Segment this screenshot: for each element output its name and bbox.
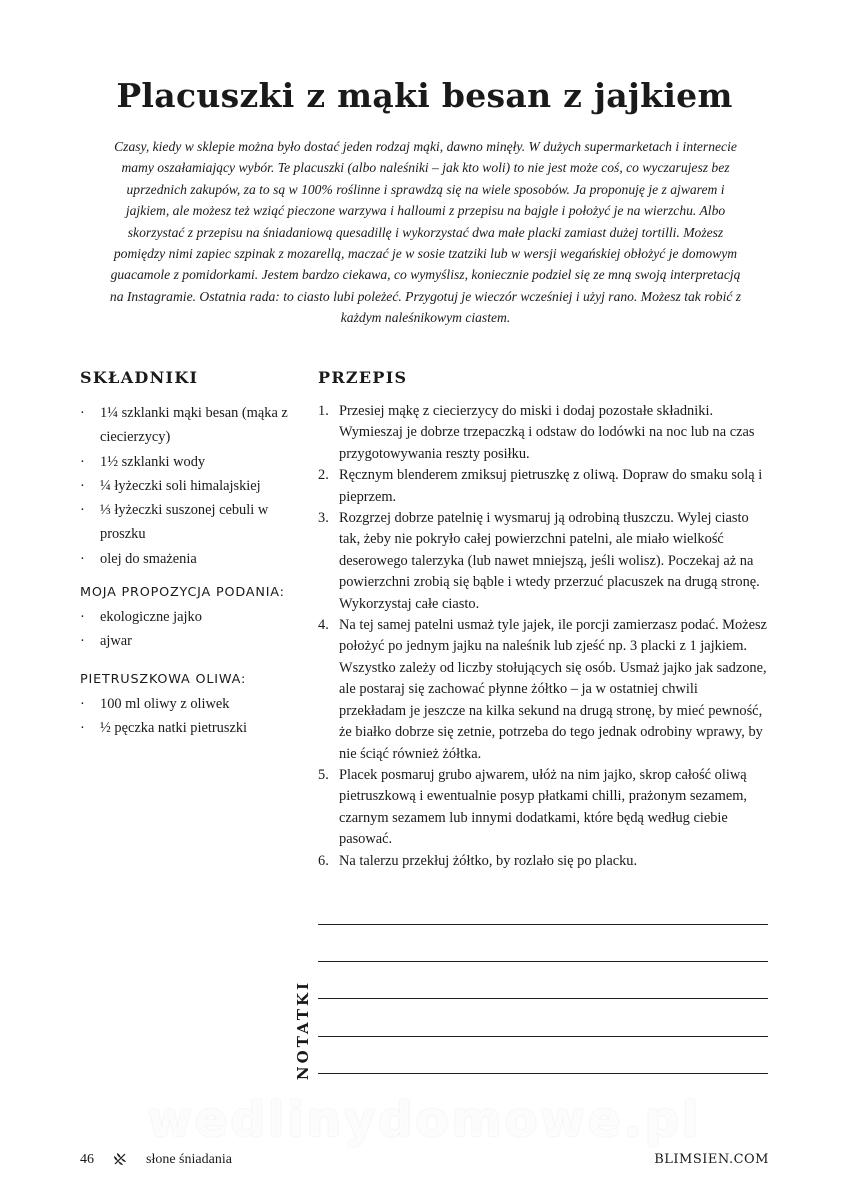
serving-list [80, 605, 295, 654]
note-line [318, 924, 768, 925]
recipe-heading: PRZEPIS [318, 368, 408, 387]
step-text: Placek posmaruj grubo ajwarem, ułóż na nim jajko, skrop całość oliwą pietruszkową i ewentualnie posyp płatkami chilli, prażonym sezamem, czarnym sezamem lub innymi dodatkami, które będą według ciebie pasować. [339, 766, 748, 848]
recipe-step [318, 765, 768, 851]
parsley-oil-heading: PIETRUSZKOWA OLIWA: [80, 671, 247, 687]
ingredient-item: · 1½ szklanki wody [80, 450, 295, 474]
website-link: BLIMSIEN.COM [654, 1152, 769, 1167]
note-line [318, 961, 768, 962]
note-line [318, 1036, 768, 1037]
serving-heading: MOJA PROPOZYCJA PODANIA: [80, 585, 285, 601]
step-text: Rozgrzej dobrze patelnię i wysmaruj ją odrobiną tłuszczu. Wylej ciasto tak, żeby nie pokryło całej powierzchni patelni, ale miało wielkość deserowego talerzyka (lub nawet mniejszą, jeśli wolisz). Poczekaj aż na powierzchni zrobią się bąble i wtedy przerzuć placuszek na drugą stronę. Wykorzystaj całe ciasto. [339, 510, 760, 612]
step-number: 1. [318, 403, 329, 419]
note-line [318, 998, 768, 999]
recipe-step [318, 851, 768, 872]
step-text: Na talerzu przekłuj żółtko, by rozlało się po placku. [339, 852, 638, 869]
ingredient-item: · ¼ łyżeczki soli himalajskiej [80, 474, 295, 498]
recipe-step [318, 508, 768, 615]
page-number: 46 [80, 1152, 94, 1167]
parsley-oil-item: · ½ pęczka natki pietruszki [80, 716, 295, 740]
parsley-oil-item: · 100 ml oliwy z oliwek [80, 692, 295, 716]
intro-paragraph: Czasy, kiedy w sklepie można było dostać jeden rodzaj mąki, dawno minęły. W dużych supermarketach i internecie mamy oszałamiający wybór. Te placuszki (albo naleśniki – jak kto woli) to nie jest może coś, co wyczarujesz bez uprzednich zakupów, za to są w 100% roślinne i sprawdzą się na wiele sposobów. Ja proponuję je z ajwarem i jajkiem, ale możesz też wziąć pieczone warzywa i halloumi z przepisu na bajgle i położyć je na wierzchu. Albo skorzystać z przepisu na śniadaniową quesadillę i wykorzystać dwa małe placki zamiast dużej tortilli. Możesz pomiędzy nimi zapiec szpinak z mozarellą, maczać je w sosie tzatziki lub w wersji wegańskiej obłożyć je domowym guacamole z pomidorkami. Jestem bardzo ciekawa, co wymyślisz, koniecznie podziel się ze mną swoją interpretacją na Instagramie. Ostatnia rada: to ciasto lubi poleżeć. Przygotuj je wieczór wcześniej i użyj rano. Możesz tak robić z każdym naleśnikowym ciastem. [109, 139, 742, 326]
ingredients-heading: SKŁADNIKI [80, 368, 199, 387]
serving-item: · ekologiczne jajko [80, 605, 295, 629]
leaf-sprig-icon [112, 1151, 128, 1167]
watermark: wedlinydomowe.pl [147, 1092, 702, 1148]
step-text: Ręcznym blenderem zmiksuj pietruszkę z oliwą. Dopraw do smaku solą i pieprzem. [339, 467, 763, 505]
recipe-step [318, 615, 768, 765]
step-number: 5. [318, 766, 329, 783]
notes-label: NOTATKI [294, 979, 312, 1081]
recipe-steps [318, 401, 768, 872]
ingredient-item: · ⅓ łyżeczki suszonej cebuli w proszku [80, 498, 295, 547]
recipe-step [318, 465, 768, 508]
note-line [318, 1073, 768, 1074]
step-number: 6. [318, 852, 329, 869]
page-title: Placuszki z mąki besan z jajkiem [116, 76, 733, 115]
section-name: słone śniadania [146, 1152, 232, 1167]
recipe-step [318, 401, 768, 465]
step-number: 4. [318, 617, 329, 634]
step-number: 2. [318, 467, 329, 484]
parsley-oil-list [80, 692, 295, 741]
ingredients-list [80, 401, 295, 571]
ingredients-column [80, 368, 295, 740]
step-text: Przesiej mąkę z ciecierzycy do miski i dodaj pozostałe składniki. Wymieszaj je dobrze trzepaczką i odstaw do lodówki na noc lub na czas przygotowywania reszty posiłku. [339, 403, 755, 462]
step-number: 3. [318, 510, 329, 527]
ingredient-item: · 1¼ szklanki mąki besan (mąka z ciecierzycy) [80, 401, 295, 450]
recipe-column [318, 368, 768, 872]
serving-item: · ajwar [80, 629, 295, 653]
ingredient-item: · olej do smażenia [80, 547, 295, 571]
step-text: Na tej samej patelni usmaż tyle jajek, ile porcji zamierzasz podać. Możesz położyć po jednym jajku na naleśnik lub zjeść np. 3 placki z 1 jajkiem. Wszystko zależy od liczby stołujących się osób. Usmaż jajko jak sadzone, ale postaraj się zachować płynne żółtko – ja w ostatniej chwili przekładam je jeszcze na kilka sekund na drugą stronę, by mieć pewność, że białko dobrze się zetnie, potrzeba do tego jednak odrobiny wprawy, by nie ściąć również żółtka. [339, 617, 767, 762]
